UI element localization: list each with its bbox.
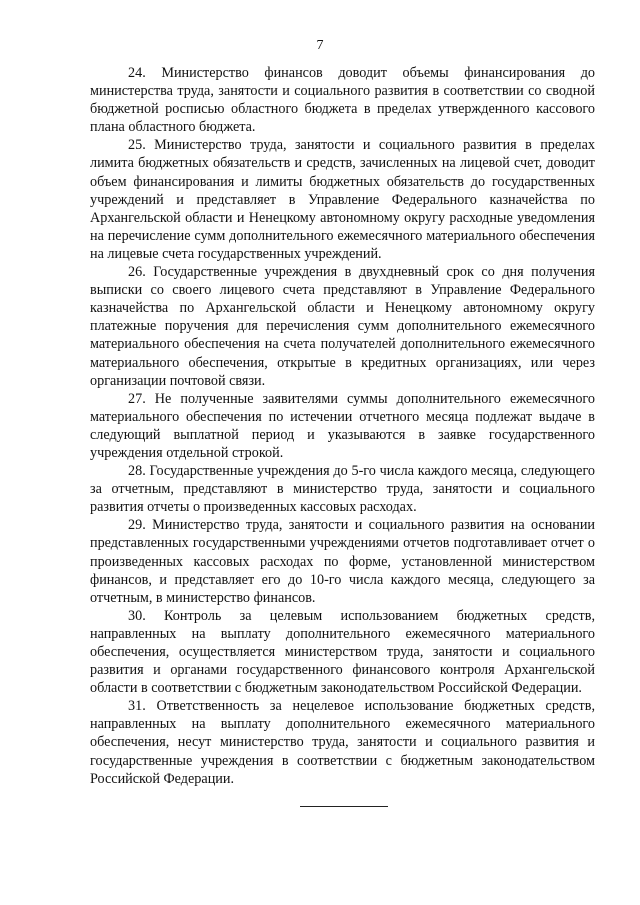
paragraph-28: 28. Государственные учреждения до 5-го числа каждого месяца, следующего за отчетным, представляют в министерство труда, занятости и социального развития отчеты о произведенных кассовых расходах.: [90, 463, 595, 516]
document-body: [90, 64, 595, 788]
paragraph-31: 31. Ответственность за нецелевое использование бюджетных средств, направленных на выплату дополнительного ежемесячного материального обеспечения, несут министерство труда, занятости и социального развития и государственные учреждения в соответствии с бюджетным законодательством Российской Федерации.: [90, 698, 595, 787]
paragraph-24: 24. Министерство финансов доводит объемы финансирования до министерства труда, занятости и социального развития в соответствии со сводной бюджетной росписью областного бюджета в пределах утвержденного кассового плана областного бюджета.: [90, 65, 595, 136]
paragraph-29: 29. Министерство труда, занятости и социального развития на основании представленных государственными учреждениями отчетов подготавливает отчет о произведенных кассовых расходах по форме, установленной министерством финансов, и представляет его до 10-го числа каждого месяца, следующего за отчетным, в министерство финансов.: [90, 517, 595, 606]
paragraph-26: 26. Государственные учреждения в двухдневный срок со дня получения выписки со своего лицевого счета представляют в Управление Федерального казначейства по Архангельской области и Ненецкому автономному округу платежные поручения для перечисления сумм дополнительного ежемесячного материального обеспечения на счета получателей дополнительного ежемесячного материального обеспечения, открытые в кредитных организациях, или через организации почтовой связи.: [90, 264, 595, 389]
end-separator-line: [300, 806, 388, 807]
page-number: 7: [316, 38, 324, 53]
paragraph-27: 27. Не полученные заявителями суммы дополнительного ежемесячного материального обеспечения по истечении отчетного месяца подлежат выдаче в следующий выплатной период и указываются в заявке государственного учреждения отдельной строкой.: [90, 390, 595, 461]
paragraph-25: 25. Министерство труда, занятости и социального развития в пределах лимита бюджетных обязательств и средств, зачисленных на лицевой счет, доводит объем финансирования и лимиты бюджетных обязательств до государственных учреждений и представляет в Управление Федерального казначейства по Архангельской области и Ненецкому автономному округу расходные уведомления на перечисление сумм дополнительного ежемесячного материального обеспечения на лицевые счета государственных учреждений.: [90, 137, 595, 262]
paragraph-30: 30. Контроль за целевым использованием бюджетных средств, направленных на выплату дополнительного ежемесячного материального обеспечения, осуществляется министерством труда, занятости и социального развития и органами государственного финансового контроля Архангельской области в соответствии с бюджетным законодательством Российской Федерации.: [90, 607, 595, 697]
